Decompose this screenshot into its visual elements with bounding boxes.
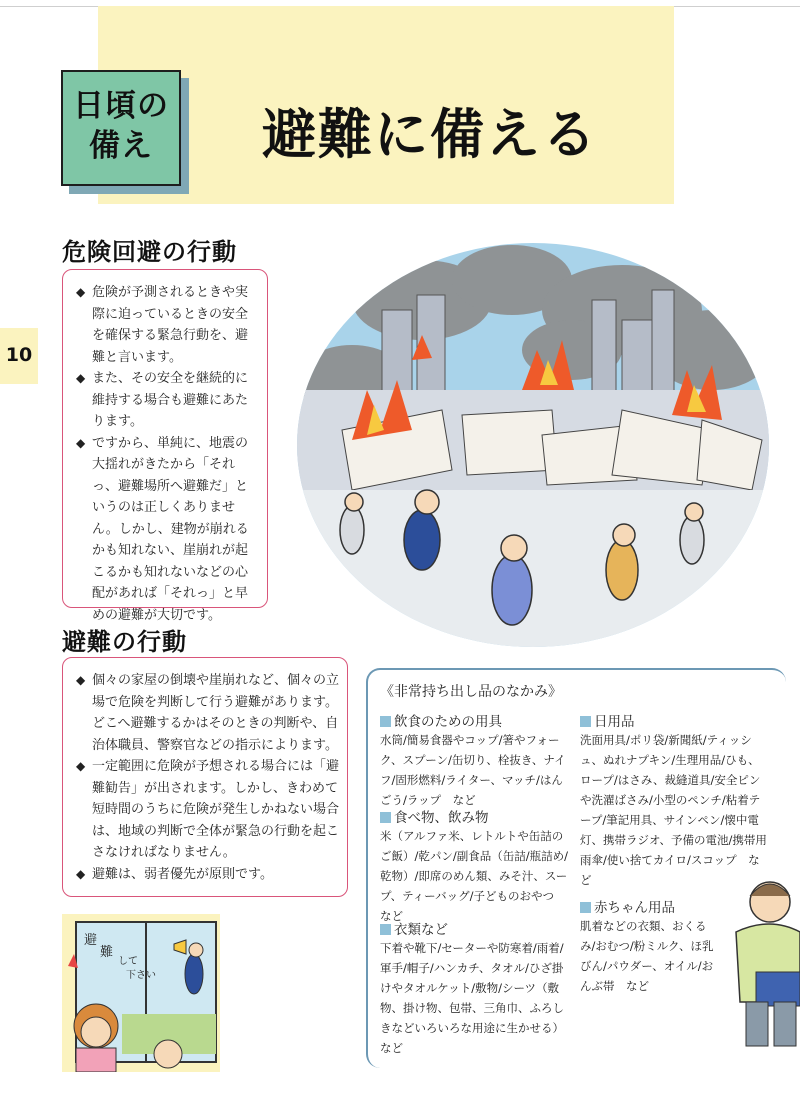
emergency-supplies-title: 《非常持ち出し品のなかみ》 bbox=[380, 684, 562, 700]
category-square-icon bbox=[580, 902, 591, 913]
section2-bullet: ◆ 避難は、弱者優先が原則です。 bbox=[76, 864, 340, 886]
disaster-illustration bbox=[292, 240, 774, 650]
section-tag bbox=[61, 70, 181, 186]
section1-heading: 危険回避の行動 bbox=[62, 238, 237, 266]
category-heading: 赤ちゃん用品 bbox=[580, 896, 675, 916]
section2-heading: 避難の行動 bbox=[62, 628, 187, 656]
section1-bullets bbox=[76, 282, 260, 626]
category-items: 水筒/簡易食器やコップ/箸やフォーク、スプーン/缶切り、栓抜き、ナイフ/固形燃料/ライター、マッチ/はんごう/ラップ など bbox=[380, 733, 566, 807]
category-square-icon bbox=[380, 812, 391, 823]
window-text: 下さい bbox=[126, 970, 156, 981]
category-square-icon bbox=[580, 716, 591, 727]
category-square-icon bbox=[380, 716, 391, 727]
page-title: 避難に備える bbox=[262, 103, 598, 166]
category-heading: 衣類など bbox=[380, 918, 448, 938]
man-illustration bbox=[716, 872, 800, 1052]
section2-bullets bbox=[76, 670, 340, 885]
category-square-icon bbox=[380, 924, 391, 935]
section1-bullet: ◆ ですから、単純に、地震の大揺れがきたから「それっ、避難場所へ避難だ」というのは正しくありません。しかし、建物が崩れるかも知れない、崖崩れが起こるかも知れないなどの心配があれば「それっ」と早めの避難が大切です。 bbox=[76, 433, 260, 627]
section1-bullet: ◆ 危険が予測されるときや実際に迫っているときの安全を確保する緊急行動を、避難と言います。 bbox=[76, 282, 260, 368]
category-heading: 日用品 bbox=[580, 710, 635, 730]
category-heading: 飲食のための用具 bbox=[380, 710, 502, 730]
window-text: して bbox=[118, 956, 138, 967]
section2-bullet: ◆ 一定範囲に危険が予想される場合には「避難勧告」が出されます。しかし、きわめて短時間のうちに危険が発生しかねない場合は、地域の判断で全体が緊急の行動を起こさなければなりません。 bbox=[76, 756, 340, 864]
section1-bullet: ◆ また、その安全を継続的に維持する場合も避難にあたります。 bbox=[76, 368, 260, 433]
window-illustration bbox=[62, 914, 220, 1072]
category-items: 下着や靴下/セーターや防寒着/雨着/軍手/帽子/ハンカチ、タオル/ひざ掛けやタオルケット/敷物/シーツ（敷物、掛け物、包帯、三角巾、ふろしきなどいろいろな用途に生かせる） など bbox=[380, 941, 570, 1055]
page-number: 10 bbox=[5, 344, 33, 366]
category-items: 洗面用具/ポリ袋/新聞紙/ティッシュ、ぬれナプキン/生理用品/ひも、ロープ/はさみ、裁縫道具/安全ピンや洗濯ばさみ/小型のペンチ/粘着テープ/筆記用具、サインペン/懐中電灯、携帯ラジオ、予備の電池/携帯用雨傘/使い捨てカイロ/スコップ など bbox=[580, 733, 767, 887]
category-items: 肌着などの衣類、おくるみ/おむつ/粉ミルク、ほ乳びん/パウダー、オイル/おんぶ帯 など bbox=[580, 919, 714, 993]
section-tag-text bbox=[63, 86, 179, 166]
section-tag-line1: 日頃の bbox=[73, 88, 169, 124]
section-tag-line2: 備え bbox=[89, 128, 153, 164]
section2-bullet: ◆ 個々の家屋の倒壊や崖崩れなど、個々の立場で危険を判断して行う避難があります。どこへ避難するかはそのときの判断や、自治体職員、警察官などの指示によります。 bbox=[76, 670, 340, 756]
category-heading: 食べ物、飲み物 bbox=[380, 806, 489, 826]
category-items: 米（アルファ米、レトルトや缶詰のご飯）/乾パン/副食品（缶詰/瓶詰め/乾物）/即席のめん類、みそ汁、スープ、ティーバッグ/子どものおやつ など bbox=[380, 829, 568, 923]
page-number-tab bbox=[0, 328, 38, 384]
window-text: 避 bbox=[84, 933, 98, 948]
window-text: 難 bbox=[100, 945, 114, 960]
